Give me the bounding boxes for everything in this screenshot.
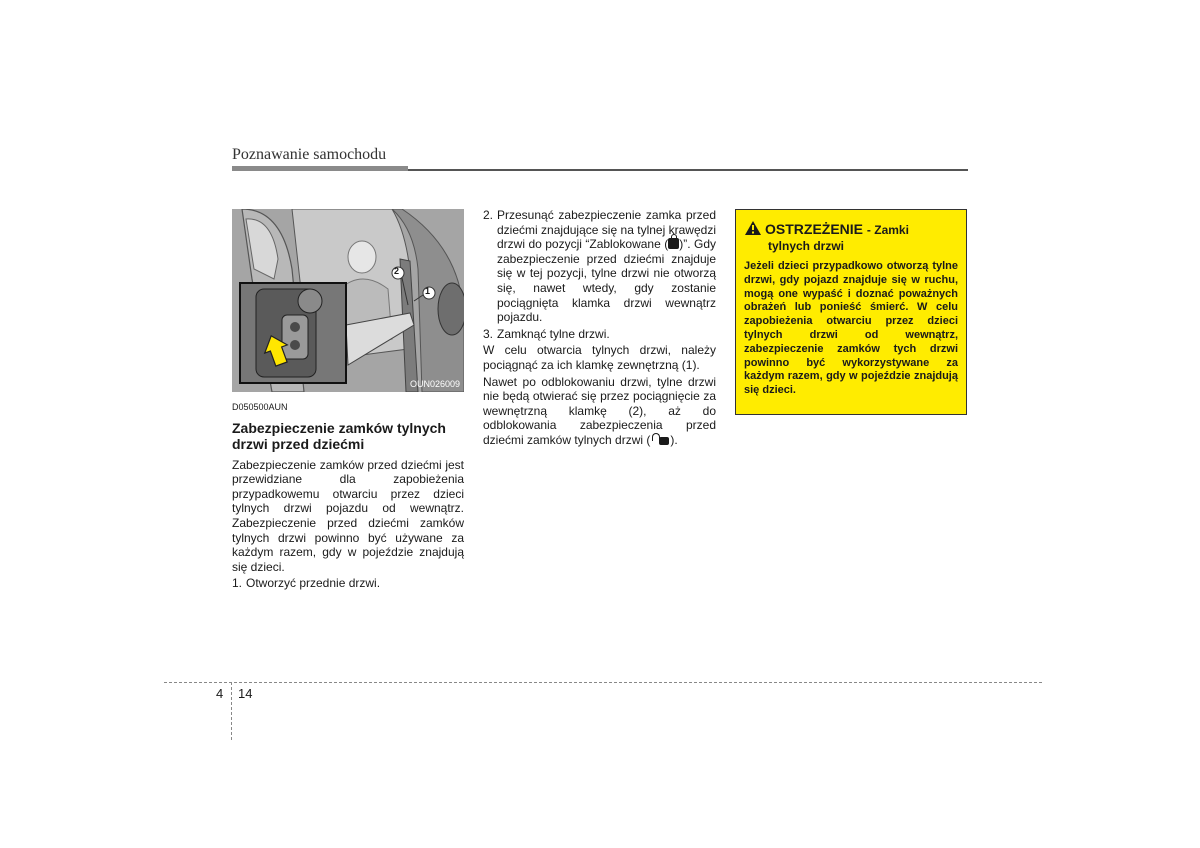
step-1 [232, 576, 464, 591]
step-2-text-b: )”. Gdy zabezpieczenie przed dziećmi znajduje się w tej pozycji, tylne drzwi nie otworzą się, nawet wtedy, gdy zostanie pociągnięta klamka drzwi wewnątrz pojazdu. [497, 237, 716, 325]
child-lock-illustration [232, 209, 464, 392]
warning-heading [744, 220, 958, 254]
callout-1-label: 1 [425, 286, 431, 296]
unlock-paragraph-a: Nawet po odblokowaniu drzwi, tylne drzwi nie będą otwierać się przez pociągnięcie za wewnętrzną klamkę (2), aż do odblokowania zabezpieczenia przed dziećmi zamków tylnych drzwi ( [483, 374, 716, 447]
warning-subtitle-1: - Zamki [866, 223, 909, 237]
section-code: D050500AUN [232, 402, 288, 412]
header-rule-thick [232, 166, 408, 171]
warning-subtitle-2: tylnych drzwi [768, 239, 845, 253]
intro-paragraph: Zabezpieczenie zamków przed dziećmi jest przewidziane dla zapobieżenia przypadkowemu otwarciu przez dzieci tylnych drzwi pojazdu od wewnątrz. Zabezpieczenie przed dziećmi zamków tylnych drzwi powinno być używane za każdym razem, gdy w pojeździe znajdują się dzieci. [232, 457, 464, 574]
header-rule-thin [408, 169, 968, 171]
unlock-icon [650, 433, 670, 445]
car-door-drawing [232, 209, 464, 392]
step-1-text: Otworzyć przednie drzwi. [246, 576, 381, 591]
chapter-number: 4 [216, 686, 224, 701]
lock-icon [668, 238, 679, 249]
warning-body: Jeżeli dzieci przypadkowo otworzą tylne drzwi, gdy pojazd znajduje się w ruchu, mogą one wypaść i doznać poważnych obrażeń lub ponieść śmierć. W celu zapobieżenia otwarciu przez dzieci tylnych drzwi od wewnątrz, zabezpieczenie zamków tych drzwi powinno być wykorzystywane za każdym razem, gdy w pojeździe znajdują się dzieci. [744, 260, 958, 397]
step-3 [483, 327, 716, 342]
middle-column [483, 208, 716, 450]
figure-code: OUN026009 [409, 379, 460, 389]
footer-dashed-line [164, 682, 1042, 683]
warning-triangle-icon [744, 220, 762, 236]
page-number: 14 [238, 686, 253, 701]
open-rear-door-paragraph: W celu otwarcia tylnych drzwi, należy pociągnąć za ich klamkę zewnętrzną (1). [483, 343, 716, 372]
section-title: Poznawanie samochodu [232, 146, 387, 163]
step-1-number: 1. [232, 576, 243, 591]
footer-vertical-dashed-line [231, 682, 232, 740]
callout-2-label: 2 [394, 266, 400, 276]
step-3-text: Zamknąć tylne drzwi. [497, 326, 610, 341]
step-2-text [497, 208, 716, 325]
step-2-text-a: Przesunąć zabezpieczenie zamka przed dziećmi znajdujące się na tylnej krawędzi drzwi do pozycji “Zablokowane ( [497, 208, 716, 252]
warning-box [735, 209, 967, 415]
unlock-paragraph [483, 375, 716, 448]
left-column [232, 400, 464, 593]
warning-title: OSTRZEŻENIE [765, 221, 864, 237]
section-heading: Zabezpieczenie zamków tylnych drzwi przed dziećmi [232, 419, 446, 452]
step-3-number: 3. [483, 326, 494, 341]
step-2-number: 2. [483, 208, 494, 222]
unlock-paragraph-b: ). [670, 432, 678, 447]
step-2 [483, 208, 716, 325]
